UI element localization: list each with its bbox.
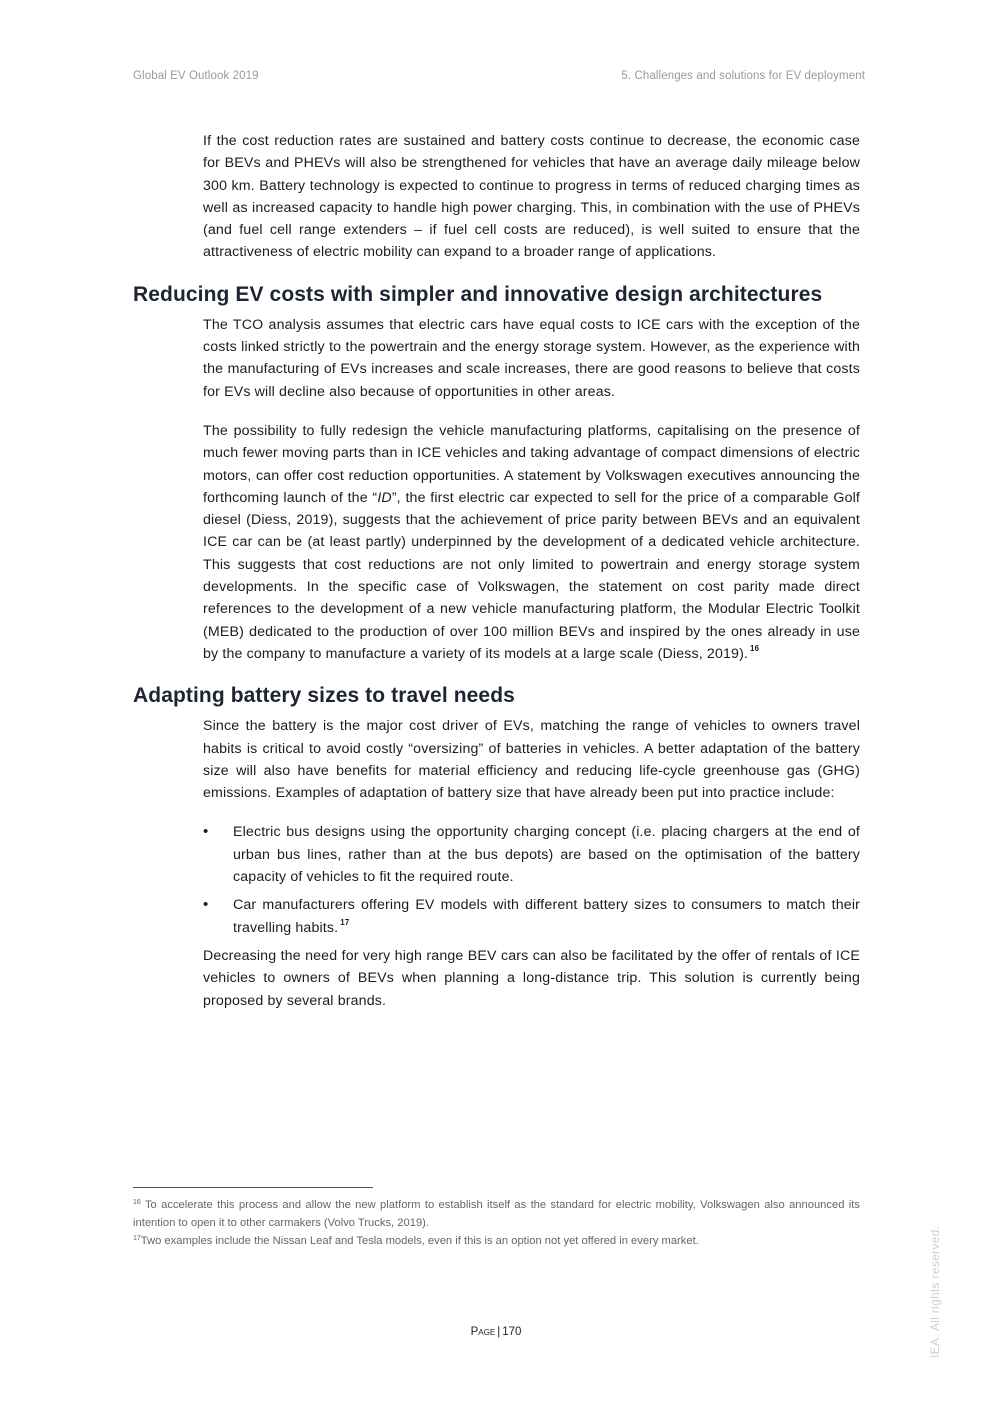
section1-paragraph-1: The TCO analysis assumes that electric cars have equal costs to ICE cars with the exception of the costs linked strictly to the powertrain and the energy storage system. However, as the experience with the manufacturing of EVs increases and scale increases, there are good reasons to believe that costs for EVs will decline also because of opportunities in other areas. xyxy=(203,316,860,400)
section1-paragraph-2 xyxy=(203,420,860,665)
footnote-text: Two examples include the Nissan Leaf and Tesla models, even if this is an option not yet offered in every market. xyxy=(140,1235,699,1247)
page-label: Page xyxy=(470,1326,496,1338)
footnote-text: To accelerate this process and allow the new platform to establish itself as the standard for electric mobility, Volkswagen also announced its intention to open it to other carmakers (Volvo Trucks, 2019). xyxy=(133,1199,860,1229)
section-heading-battery-sizes: Adapting battery sizes to travel needs xyxy=(133,684,515,708)
page-number xyxy=(0,1326,992,1338)
header-document-title: Global EV Outlook 2019 xyxy=(133,70,259,82)
list-item xyxy=(203,821,860,888)
footnotes xyxy=(133,1196,860,1250)
list-item xyxy=(203,894,860,939)
footnote-16 xyxy=(133,1196,860,1232)
footnote-divider xyxy=(133,1187,373,1188)
section2-paragraph-2: Decreasing the need for very high range BEV cars can also be facilitated by the offer of rentals of ICE vehicles to owners of BEVs when planning a long-distance trip. This solution is currently being proposed by several brands. xyxy=(203,947,860,1009)
intro-paragraph: If the cost reduction rates are sustained and battery costs continue to decrease, the economic case for BEVs and PHEVs will also be strengthened for vehicles that have an average daily mileage below 300 km. Battery technology is expected to continue to progress in terms of reduced charging times as well as increased capacity to handle high power charging. This, in combination with the use of PHEVs (and fuel cell range extenders – if fuel cell costs are reduced), is well suited to ensure that the attractiveness of electric mobility can expand to a broader range of applications. xyxy=(203,133,860,261)
para2-text-end: ”, the first electric car expected to sell for the price of a comparable Golf diesel (Diess, 2019), suggests that the achievement of price parity between BEVs and an equivalent ICE car can be (at least partly) underpinned by the development of a dedicated vehicle architecture. This suggests that cost reductions are not only limited to powertrain and energy storage system developments. In the specific case of Volkswagen, the statement on cost parity made direct references to the development of a new vehicle manufacturing platform, the Modular Electric Toolkit (MEB) dedicated to the production of over 100 million BEVs and inspired by the ones already in use by the company to manufacture a variety of its models at a large scale (Diess, 2019). xyxy=(203,489,861,662)
bullet-icon: • xyxy=(203,823,209,841)
battery-examples-list xyxy=(133,821,860,938)
bullet-icon: • xyxy=(203,896,209,914)
running-header xyxy=(133,70,865,82)
section2-paragraph-1: Since the battery is the major cost driver of EVs, matching the range of vehicles to owners travel habits is critical to avoid costly “oversizing” of batteries in vehicles. A better adaptation of the battery size will also have benefits for material efficiency and reducing life-cycle greenhouse gas (GHG) emissions. Examples of adaptation of battery size that have already been put into practice include: xyxy=(203,718,860,802)
footnote-ref-16[interactable]: 16 xyxy=(750,643,760,653)
header-chapter-title: 5. Challenges and solutions for EV deployment xyxy=(621,70,865,82)
rights-notice: IEA. All rights reserved. xyxy=(928,1225,942,1358)
page-content xyxy=(133,130,860,1012)
footnote-17 xyxy=(133,1232,860,1250)
section-heading-design-architectures: Reducing EV costs with simpler and innovative design architectures xyxy=(133,282,823,306)
vw-id-model-name: ID xyxy=(377,489,392,506)
list-item-text: Car manufacturers offering EV models with different battery sizes to consumers to match their travelling habits. xyxy=(233,897,860,936)
list-item-text: Electric bus designs using the opportunity charging concept (i.e. placing chargers at the end of urban bus lines, rather than at the bus depots) are based on the optimisation of the battery capacity of vehicles to fit the required route. xyxy=(233,824,860,886)
footnote-number: 17 xyxy=(133,1235,141,1242)
footnote-number: 16 xyxy=(133,1199,141,1206)
page-number-value: 170 xyxy=(502,1326,522,1338)
para2-text-start: The possibility to fully redesign the vehicle manufacturing platforms, capitalising on the presence of much fewer moving parts than in ICE vehicles and taking advantage of compact dimensions of electric motors, can offer cost reduction opportunities. A statement by Volkswagen executives announcing the forthcoming launch of the “ xyxy=(203,422,860,506)
footnote-ref-17[interactable]: 17 xyxy=(340,917,350,927)
page-separator: | xyxy=(497,1326,501,1338)
